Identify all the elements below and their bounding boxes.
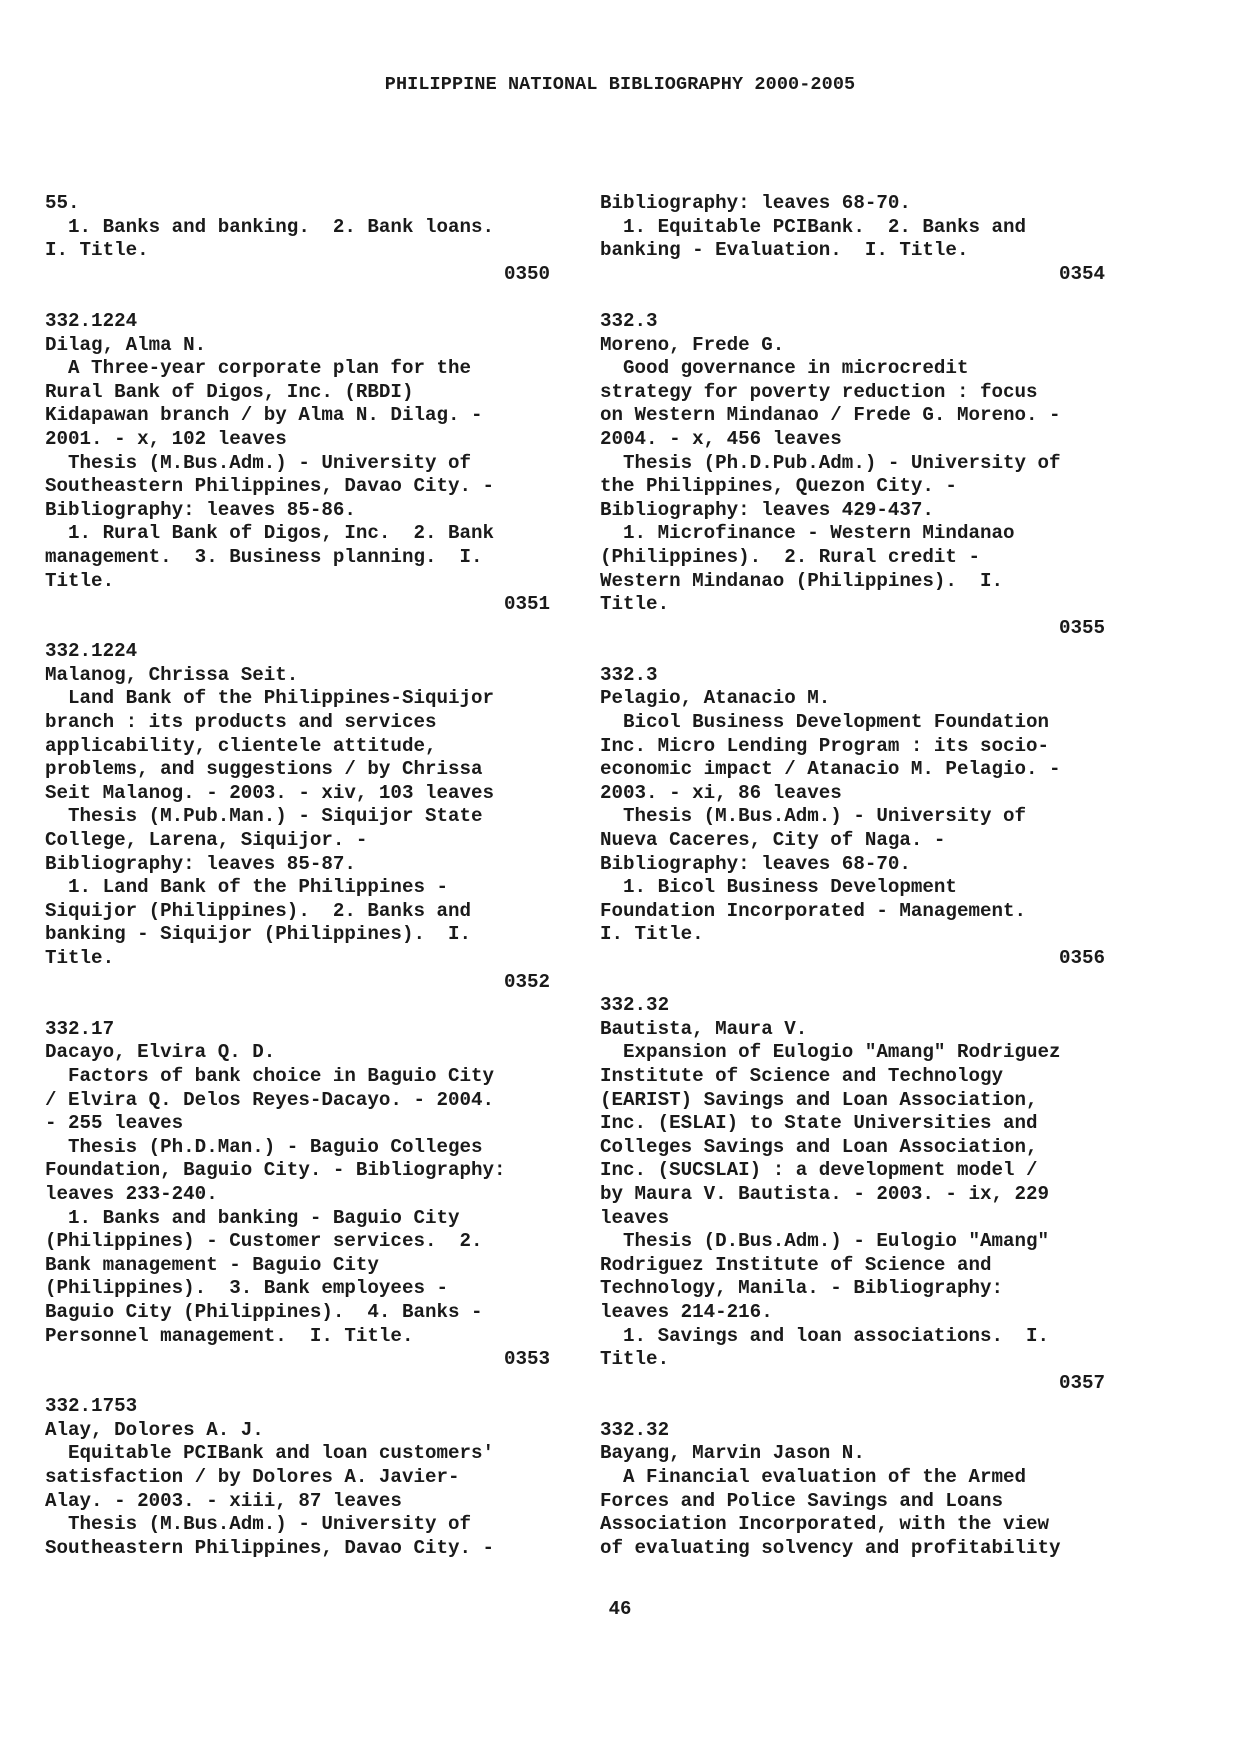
entry-number: 0356 <box>1058 947 1105 969</box>
entry-line: leaves <box>600 1206 670 1229</box>
entry-line: I. Title. <box>45 239 149 262</box>
entry-spacer <box>45 994 550 1018</box>
entry-line: (Philippines). 2. Rural credit - <box>600 545 980 568</box>
entry-line: Southeastern Philippines, Davao City. - <box>45 1536 495 1559</box>
entry-line: Thesis (M.Bus.Adm.) - University of <box>600 805 1027 828</box>
entry-line: Moreno, Frede G. <box>600 333 785 356</box>
entry-spacer <box>600 971 1105 995</box>
entry-line: strategy for poverty reduction : focus <box>600 380 1038 403</box>
entry-line: Dacayo, Elvira Q. D. <box>45 1041 276 1064</box>
entry-line: Thesis (M.Bus.Adm.) - University of <box>45 451 472 474</box>
entry-line: 1. Savings and loan associations. I. <box>600 1324 1050 1347</box>
entry-line: leaves 233-240. <box>45 1182 218 1205</box>
entry-line: banking - Evaluation. I. Title. <box>600 239 969 262</box>
call-number: 332.3 <box>600 663 658 686</box>
entry-line: the Philippines, Quezon City. - <box>600 475 957 498</box>
entry-line: Southeastern Philippines, Davao City. - <box>45 475 495 498</box>
entry-line: (EARIST) Savings and Loan Association, <box>600 1088 1038 1111</box>
entry-line: Inc. Micro Lending Program : its socio- <box>600 734 1050 757</box>
entry-line: / Elvira Q. Delos Reyes-Dacayo. - 2004. <box>45 1088 495 1111</box>
entry-line: Land Bank of the Philippines-Siquijor <box>45 687 495 710</box>
entry-line: 2003. - xi, 86 leaves <box>600 781 842 804</box>
bibliography-entry <box>600 664 1105 971</box>
entry-line: Foundation Incorporated - Management. <box>600 899 1027 922</box>
bibliography-entry <box>600 310 1105 640</box>
entry-line: Personnel management. I. Title. <box>45 1324 414 1347</box>
entry-number: 0354 <box>1058 262 1105 285</box>
entry-line: banking - Siquijor (Philippines). I. <box>45 923 472 946</box>
entry-line: Western Mindanao (Philippines). I. <box>600 569 1004 592</box>
entry-line: Bicol Business Development Foundation <box>600 711 1050 734</box>
entry-line: Title. <box>600 1348 670 1371</box>
call-number: 332.17 <box>45 1017 115 1040</box>
entry-number: 0351 <box>503 593 550 616</box>
entry-number: 0353 <box>503 1348 550 1371</box>
entry-line: economic impact / Atanacio M. Pelagio. - <box>600 758 1061 781</box>
entry-line: Seit Malanog. - 2003. - xiv, 103 leaves <box>45 781 495 804</box>
running-header: PHILIPPINE NATIONAL BIBLIOGRAPHY 2000-2005 <box>384 74 856 95</box>
entry-line: Pelagio, Atanacio M. <box>600 687 831 710</box>
right-column <box>600 192 1105 1560</box>
entry-line: - 255 leaves <box>45 1112 184 1135</box>
entry-line: Expansion of Eulogio "Amang" Rodriguez <box>600 1041 1061 1064</box>
entry-line: Dilag, Alma N. <box>45 333 207 356</box>
call-number: 332.3 <box>600 309 658 332</box>
entry-line: Inc. (SUCSLAI) : a development model / <box>600 1159 1038 1182</box>
entry-spacer <box>600 640 1105 664</box>
entry-number: 0357 <box>1058 1371 1105 1394</box>
entry-line: Thesis (Ph.D.Pub.Adm.) - University of <box>600 451 1061 474</box>
entry-line: Kidapawan branch / by Alma N. Dilag. - <box>45 404 483 427</box>
entry-line: Thesis (M.Bus.Adm.) - University of <box>45 1513 472 1536</box>
continued-entry <box>45 192 550 286</box>
bibliography-entry <box>600 1419 1105 1561</box>
entry-line: Bibliography: leaves 429-437. <box>600 498 934 521</box>
bibliography-entry <box>45 1395 550 1560</box>
entry-line: Nueva Caceres, City of Naga. - <box>600 829 946 852</box>
entry-line: leaves 214-216. <box>600 1300 773 1323</box>
entry-number: 0355 <box>1058 616 1105 639</box>
entry-spacer <box>45 617 550 641</box>
entry-line: Equitable PCIBank and loan customers' <box>45 1442 495 1465</box>
entry-line: Colleges Savings and Loan Association, <box>600 1135 1038 1158</box>
entry-line: Bank management - Baguio City <box>45 1253 379 1276</box>
entry-line: A Three-year corporate plan for the <box>45 357 472 380</box>
entry-line: on Western Mindanao / Frede G. Moreno. - <box>600 404 1061 427</box>
entry-line: Alay. - 2003. - xiii, 87 leaves <box>45 1489 402 1512</box>
continued-entry <box>600 192 1105 286</box>
entry-line: 2004. - x, 456 leaves <box>600 427 842 450</box>
entry-line: (Philippines). 3. Bank employees - <box>45 1277 449 1300</box>
entry-line: Bibliography: leaves 85-86. <box>45 498 356 521</box>
entry-line: Bibliography: leaves 68-70. <box>600 192 911 214</box>
bibliography-entry <box>45 640 550 994</box>
page-number: 46 <box>608 1598 632 1620</box>
entry-line: satisfaction / by Dolores A. Javier- <box>45 1466 460 1489</box>
entry-line: 1. Microfinance - Western Mindanao <box>600 522 1015 545</box>
entry-line: I. Title. <box>600 923 704 946</box>
entry-spacer <box>600 1395 1105 1419</box>
entry-line: Good governance in microcredit <box>600 357 969 380</box>
call-number: 332.32 <box>600 1418 670 1441</box>
call-number: 332.1753 <box>45 1395 138 1418</box>
entry-line: branch : its products and services <box>45 711 437 734</box>
entry-line: Bibliography: leaves 85-87. <box>45 852 356 875</box>
entry-line: 1. Banks and banking. 2. Bank loans. <box>45 215 495 238</box>
entry-line: College, Larena, Siquijor. - <box>45 829 368 852</box>
entry-line: Thesis (Ph.D.Man.) - Baguio Colleges <box>45 1135 483 1158</box>
entry-line: Inc. (ESLAI) to State Universities and <box>600 1112 1038 1135</box>
entry-line: 2001. - x, 102 leaves <box>45 427 287 450</box>
entry-line: Bautista, Maura V. <box>600 1017 808 1040</box>
entry-line: 1. Banks and banking - Baguio City <box>45 1206 460 1229</box>
entry-number: 0350 <box>503 262 550 285</box>
left-column <box>45 192 550 1560</box>
entry-line: Forces and Police Savings and Loans <box>600 1489 1004 1512</box>
entry-number: 0352 <box>503 970 550 993</box>
entry-line: Title. <box>600 593 670 616</box>
entry-line: 1. Rural Bank of Digos, Inc. 2. Bank <box>45 522 495 545</box>
entry-line: Factors of bank choice in Baguio City <box>45 1064 495 1087</box>
entry-line: Title. <box>45 569 115 592</box>
entry-line: problems, and suggestions / by Chrissa <box>45 758 483 781</box>
entry-line: 55. <box>45 192 80 214</box>
entry-line: (Philippines) - Customer services. 2. <box>45 1230 483 1253</box>
entry-line: Rural Bank of Digos, Inc. (RBDI) <box>45 380 414 403</box>
entry-line: Thesis (D.Bus.Adm.) - Eulogio "Amang" <box>600 1230 1050 1253</box>
entry-line: 1. Bicol Business Development <box>600 876 957 899</box>
entry-line: 1. Land Bank of the Philippines - <box>45 876 449 899</box>
entry-line: applicability, clientele attitude, <box>45 734 437 757</box>
entry-line: Bibliography: leaves 68-70. <box>600 852 911 875</box>
call-number: 332.1224 <box>45 309 138 332</box>
entry-spacer <box>600 286 1105 310</box>
bibliography-entry <box>45 310 550 617</box>
bibliography-entry <box>600 994 1105 1395</box>
entry-line: Alay, Dolores A. J. <box>45 1418 264 1441</box>
entry-line: A Financial evaluation of the Armed <box>600 1466 1027 1489</box>
entry-line: 1. Equitable PCIBank. 2. Banks and <box>600 215 1027 238</box>
entry-line: of evaluating solvency and profitability <box>600 1536 1061 1559</box>
call-number: 332.1224 <box>45 640 138 663</box>
entry-spacer <box>45 286 550 310</box>
call-number: 332.32 <box>600 994 670 1017</box>
entry-line: Rodriguez Institute of Science and <box>600 1253 992 1276</box>
entry-line: Institute of Science and Technology <box>600 1064 1004 1087</box>
entry-line: Siquijor (Philippines). 2. Banks and <box>45 899 472 922</box>
entry-line: Title. <box>45 947 115 969</box>
entry-line: Foundation, Baguio City. - Bibliography: <box>45 1159 506 1182</box>
entry-line: Technology, Manila. - Bibliography: <box>600 1277 1004 1300</box>
bibliography-entry <box>45 1018 550 1372</box>
entry-spacer <box>45 1372 550 1396</box>
entry-line: by Maura V. Bautista. - 2003. - ix, 229 <box>600 1182 1050 1205</box>
entry-line: Baguio City (Philippines). 4. Banks - <box>45 1300 483 1323</box>
entry-line: management. 3. Business planning. I. <box>45 545 483 568</box>
entry-line: Malanog, Chrissa Seit. <box>45 663 299 686</box>
entry-line: Bayang, Marvin Jason N. <box>600 1442 865 1465</box>
entry-line: Thesis (M.Pub.Man.) - Siquijor State <box>45 805 483 828</box>
entry-line: Association Incorporated, with the view <box>600 1513 1050 1536</box>
